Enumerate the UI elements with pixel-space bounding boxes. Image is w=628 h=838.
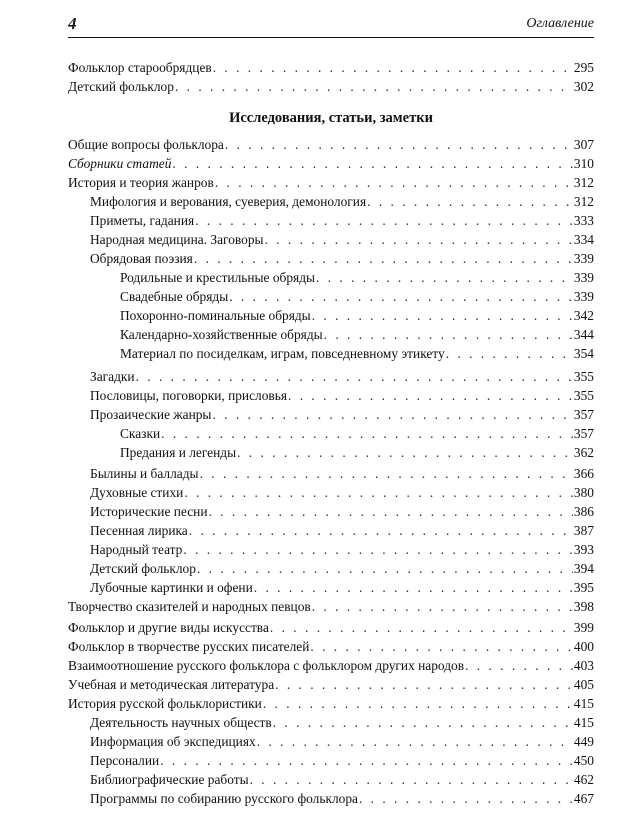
dot-leader (212, 405, 572, 424)
toc-entry-page: 355 (573, 388, 594, 403)
toc-entry-title: Учебная и методическая литература (68, 677, 275, 692)
dot-leader (275, 675, 573, 694)
dot-leader (465, 656, 573, 675)
dot-leader (446, 344, 573, 363)
toc-entry-page: 344 (573, 327, 594, 342)
toc-entry-page: 310 (573, 156, 594, 171)
toc-entry[interactable] (90, 521, 594, 540)
toc-entry[interactable] (90, 578, 594, 597)
toc-entry-page: 295 (573, 60, 594, 75)
toc-entry[interactable] (90, 386, 594, 405)
toc-entry-title: Материал по посиделкам, играм, повседневному этикету (120, 346, 445, 361)
running-title: Оглавление (526, 16, 594, 31)
dot-leader (200, 464, 573, 483)
toc-entry-page: 362 (573, 445, 594, 460)
toc-entry-title: Мифология и верования, суеверия, демонология (90, 194, 367, 209)
toc-entry[interactable] (68, 77, 594, 96)
dot-leader (184, 483, 573, 502)
toc-entry[interactable] (90, 464, 594, 483)
toc-entry-title: Детский фольклор (90, 561, 196, 576)
toc-entry-title: Приметы, гадания (90, 213, 195, 228)
toc-entry[interactable] (90, 367, 594, 386)
toc-entry-page: 415 (573, 696, 594, 711)
toc-entry[interactable] (68, 694, 594, 713)
dot-leader (324, 325, 573, 344)
toc-entry-title: Лубочные картинки и офени (90, 580, 253, 595)
toc-entry-page: 405 (573, 677, 594, 692)
toc-entry[interactable] (68, 618, 594, 637)
page-header (68, 14, 594, 36)
toc-entry-title: Персоналии (90, 753, 160, 768)
toc-entry-page: 339 (573, 270, 594, 285)
toc-entry[interactable] (68, 656, 594, 675)
dot-leader (257, 732, 573, 751)
dot-leader (250, 770, 573, 789)
page-number: 4 (68, 14, 77, 33)
toc-entry[interactable] (68, 173, 594, 192)
dot-leader (316, 268, 573, 287)
toc-entry-title: Библиографические работы (90, 772, 249, 787)
toc-entry-page: 395 (573, 580, 594, 595)
toc-entry-title: Свадебные обряды (120, 289, 229, 304)
toc-entry[interactable] (120, 443, 594, 462)
toc-entry-title: Загадки (90, 369, 135, 384)
toc-entry[interactable] (90, 192, 594, 211)
toc-entry-title: Фольклор и другие виды искусства (68, 620, 269, 635)
toc-entry[interactable] (90, 540, 594, 559)
dot-leader (225, 135, 573, 154)
toc-entry-title: Родильные и крестильные обряды (120, 270, 316, 285)
toc-entry-title: Фольклор старообрядцев (68, 60, 212, 75)
toc-entry-page: 394 (573, 561, 594, 576)
toc-entry-page: 398 (573, 599, 594, 614)
toc-entry-title: Взаимоотношение русского фольклора с фольклором других народов (68, 658, 465, 673)
dot-leader (172, 154, 573, 173)
toc-entry[interactable] (68, 597, 594, 616)
toc-entry-page: 462 (573, 772, 594, 787)
toc-entry-page: 415 (573, 715, 594, 730)
dot-leader (265, 230, 573, 249)
dot-leader (273, 713, 573, 732)
toc-entry-page: 366 (573, 466, 594, 481)
dot-leader (136, 367, 573, 386)
toc-entry-title: Народная медицина. Заговоры (90, 232, 264, 247)
toc-entry[interactable] (68, 154, 594, 173)
section-heading: Исследования, статьи, заметки (229, 110, 433, 126)
dot-leader (359, 789, 573, 808)
toc-entry-title: Фольклор в творчестве русских писателей (68, 639, 310, 654)
dot-leader (183, 540, 573, 559)
toc-entry-page: 450 (573, 753, 594, 768)
toc-entry-page: 334 (573, 232, 594, 247)
toc-entry[interactable] (90, 732, 594, 751)
dot-leader (215, 173, 573, 192)
toc-entry-page: 312 (573, 194, 594, 209)
header-rule (68, 37, 594, 38)
toc-entry-title: Программы по собиранию русского фольклора (90, 791, 358, 806)
toc-entry-title: Обрядовая поэзия (90, 251, 193, 266)
toc-entry-title: Календарно-хозяйственные обряды (120, 327, 323, 342)
toc-entry-title: Былины и баллады (90, 466, 199, 481)
toc-entry-page: 312 (573, 175, 594, 190)
toc-entry-title: Сборники статей (68, 156, 172, 171)
toc-entry-title: Детский фольклор (68, 79, 174, 94)
toc-entry[interactable] (120, 268, 594, 287)
dot-leader (312, 306, 573, 325)
dot-leader (213, 58, 573, 77)
toc-entry-page: 387 (573, 523, 594, 538)
toc-entry[interactable] (90, 483, 594, 502)
toc-entry-title: Творчество сказителей и народных певцов (68, 599, 311, 614)
toc-entry-page: 333 (573, 213, 594, 228)
toc-entry-page: 339 (573, 251, 594, 266)
toc-entry[interactable] (120, 325, 594, 344)
toc-entry[interactable] (120, 306, 594, 325)
dot-leader (175, 77, 573, 96)
toc-entry-page: 400 (573, 639, 594, 654)
toc-entry[interactable] (90, 405, 594, 424)
dot-leader (195, 211, 573, 230)
toc-entry-title: Информация об экспедициях (90, 734, 256, 749)
toc-entry[interactable] (120, 424, 594, 443)
toc-entry-title: Песенная лирика (90, 523, 188, 538)
toc-entry-page: 449 (573, 734, 594, 749)
dot-leader (367, 192, 573, 211)
toc-entry-page: 399 (573, 620, 594, 635)
toc-entry-title: Народный театр (90, 542, 183, 557)
toc-entry[interactable] (90, 249, 594, 268)
toc-entry-page: 307 (573, 137, 594, 152)
toc-entry-title: История русской фольклористики (68, 696, 262, 711)
dot-leader (263, 694, 573, 713)
dot-leader (197, 559, 573, 578)
toc-entry[interactable] (90, 502, 594, 521)
toc-entry-page: 467 (573, 791, 594, 806)
toc-entry-page: 342 (573, 308, 594, 323)
toc-entry-title: Пословицы, поговорки, присловья (90, 388, 288, 403)
toc-entry-page: 393 (573, 542, 594, 557)
toc-entry-page: 355 (573, 369, 594, 384)
toc-entry[interactable] (68, 675, 594, 694)
dot-leader (160, 751, 573, 770)
dot-leader (254, 578, 573, 597)
toc-entry-page: 357 (573, 426, 594, 441)
toc-entry[interactable] (90, 559, 594, 578)
dot-leader (270, 618, 573, 637)
toc-entry[interactable] (90, 751, 594, 770)
toc-entry[interactable] (90, 211, 594, 230)
toc-entry-title: Общие вопросы фольклора (68, 137, 224, 152)
toc-entry-page: 386 (573, 504, 594, 519)
dot-leader (229, 287, 573, 306)
toc-entry[interactable] (120, 344, 594, 363)
toc-entry[interactable] (90, 770, 594, 789)
toc-entry-page: 403 (573, 658, 594, 673)
toc-entry[interactable] (68, 135, 594, 154)
toc-entry-title: Похоронно-поминальные обряды (120, 308, 311, 323)
toc-entry[interactable] (90, 713, 594, 732)
toc-entry-title: Духовные стихи (90, 485, 184, 500)
dot-leader (194, 249, 573, 268)
toc-entry-page: 357 (573, 407, 594, 422)
dot-leader (237, 443, 573, 462)
toc-entry[interactable] (90, 789, 594, 808)
toc-entry[interactable] (68, 637, 594, 656)
dot-leader (189, 521, 573, 540)
dot-leader (312, 597, 573, 616)
toc-entry-title: Деятельность научных обществ (90, 715, 272, 730)
toc-entry[interactable] (90, 230, 594, 249)
dot-leader (208, 502, 572, 521)
toc-entry-page: 380 (573, 485, 594, 500)
toc-entry-page: 339 (573, 289, 594, 304)
toc-entry-page: 354 (573, 346, 594, 361)
toc-entry-title: Предания и легенды (120, 445, 237, 460)
toc-entry-title: Прозаические жанры (90, 407, 212, 422)
toc-entry-title: История и теория жанров (68, 175, 214, 190)
dot-leader (310, 637, 573, 656)
dot-leader (161, 424, 573, 443)
toc-entry-title: Исторические песни (90, 504, 208, 519)
toc-entry-page: 302 (573, 79, 594, 94)
dot-leader (288, 386, 573, 405)
toc-entry-title: Сказки (120, 426, 161, 441)
toc-entry[interactable] (68, 58, 594, 77)
toc-entry[interactable] (120, 287, 594, 306)
